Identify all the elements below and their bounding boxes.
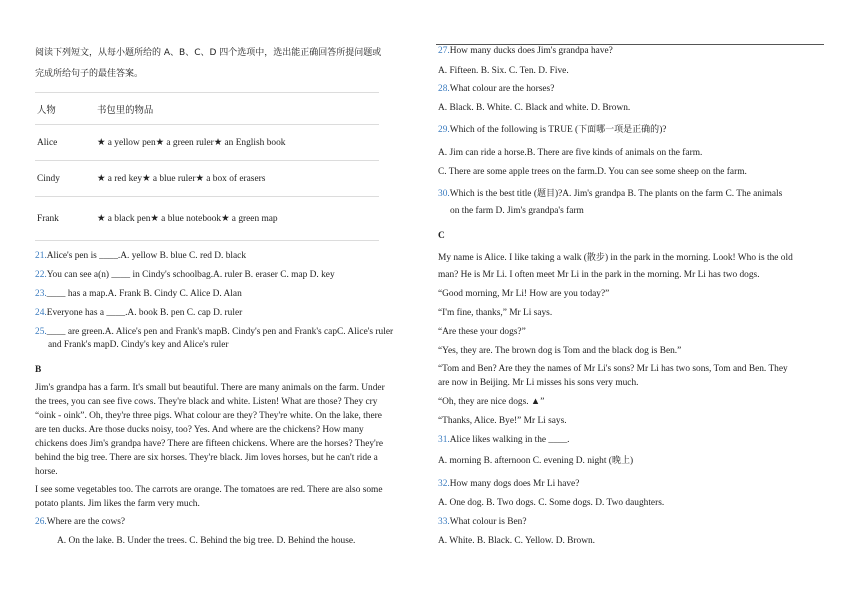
question-text: )? [659, 125, 667, 135]
question-31 [438, 434, 570, 446]
passage-b-line: chickens does Jim's grandpa have? There are fifteen chickens. Where are the horses? They're [35, 439, 384, 449]
question-number: 26. [35, 517, 47, 527]
question-text: How many ducks does Jim's grandpa have? [449, 46, 613, 56]
passage-c-line: man? He is Mr Li. I often meet Mr Li in the park in the morning. Mr Li has two dogs. [438, 270, 760, 280]
table-header-items: 书包里的物品 [95, 93, 379, 125]
instructions-line-1: 阅读下列短文，从每小题所给的 A、B、C、D 四个选项中，选出能正确回答所提问题或 [35, 48, 382, 58]
passage-c-text: ) in the park in the morning. Look! Who is the old [604, 253, 793, 263]
table-cell-name: Alice [35, 125, 95, 161]
question-text: How many dogs does Mr Li have? [449, 479, 580, 489]
question-number: 33. [438, 517, 450, 527]
passage-c-line: “I'm fine, thanks,” Mr Li says. [438, 308, 553, 318]
passage-b-line: behind the big tree. There are six horses. They're black. Jim loves horses, but he can't ride a [35, 453, 378, 463]
schoolbag-table [35, 92, 379, 241]
question-32 [438, 478, 579, 490]
question-number: 22. [35, 270, 47, 280]
question-text-chinese: 下面哪一项是正确的 [578, 125, 660, 135]
question-text: Which of the following is TRUE ( [449, 125, 579, 135]
passage-b-line: horse. [35, 467, 58, 477]
question-number: 27. [438, 46, 450, 56]
question-28-options: A. Black. B. White. C. Black and white. D. Brown. [438, 103, 631, 113]
passage-c-line: “Are these your dogs?” [438, 327, 526, 337]
question-27-options: A. Fifteen. B. Six. C. Ten. D. Five. [438, 66, 569, 76]
question-text: Which is the best title ( [449, 189, 537, 199]
table-cell-items: ★ a black pen★ a blue notebook★ a green map [95, 197, 379, 241]
options-chinese: 晚上 [611, 456, 630, 466]
question-number: 29. [438, 125, 450, 135]
question-26-options: A. On the lake. B. Under the trees. C. Behind the big tree. D. Behind the house. [57, 536, 356, 546]
question-number: 23. [35, 289, 47, 299]
question-33-options: A. White. B. Black. C. Yellow. D. Brown. [438, 536, 596, 546]
passage-c-line [438, 252, 793, 264]
table-row [35, 197, 379, 241]
passage-c-line: are now in Beijing. Mr Li misses his sons very much. [438, 378, 639, 388]
instructions-line-2: 完成所给句子的最佳答案。 [35, 69, 144, 79]
question-30 [438, 188, 782, 200]
question-29-options-2: C. There are some apple trees on the farm.D. You can see some sheep on the farm. [438, 167, 747, 177]
passage-b-line: Jim's grandpa has a farm. It's small but beautiful. There are many animals on the farm. Under [35, 383, 385, 393]
question-number: 25. [35, 327, 47, 337]
question-text: What colour are the horses? [449, 84, 555, 94]
question-text: ____ has a map.A. Frank B. Cindy C. Alice D. Alan [46, 289, 242, 299]
table-header-person: 人物 [35, 93, 95, 125]
passage-c-line: “Tom and Ben? Are they the names of Mr Li's sons? Mr Li has two sons, Tom and Ben. They [438, 364, 788, 374]
passage-b-line: the trees, you can see five cows. They're black and white. Listen! What are those? They cry [35, 397, 378, 407]
question-31-options [438, 455, 633, 467]
question-30-continued: on the farm D. Jim's grandpa's farm [450, 206, 584, 216]
passage-c-line: “Thanks, Alice. Bye!” Mr Li says. [438, 416, 567, 426]
question-number: 24. [35, 308, 47, 318]
question-text: Alice likes walking in the ____. [449, 435, 570, 445]
question-number: 21. [35, 251, 47, 261]
passage-c-chinese: 散步 [586, 253, 605, 263]
question-33 [438, 516, 527, 528]
question-24 [35, 307, 242, 319]
section-b-heading: B [35, 365, 42, 375]
passage-b-line: I see some vegetables too. The carrots are orange. The tomatoes are red. There are also some [35, 485, 383, 495]
passage-b-line: potato plants. Jim likes the farm very much. [35, 499, 200, 509]
table-cell-name: Cindy [35, 161, 95, 197]
question-28 [438, 83, 554, 95]
question-text: Everyone has a ____.A. book B. pen C. cap D. ruler [46, 308, 243, 318]
table-cell-items: ★ a red key★ a blue ruler★ a box of erasers [95, 161, 379, 197]
question-number: 32. [438, 479, 450, 489]
table-row [35, 161, 379, 197]
table-cell-name: Frank [35, 197, 95, 241]
options-text: ) [629, 456, 634, 466]
question-21 [35, 250, 246, 262]
passage-b-line: are ten ducks. Are those ducks noisy, too? Yes. And where are the chickens? How many [35, 425, 364, 435]
question-23 [35, 288, 242, 300]
question-27 [438, 45, 613, 57]
question-text: Alice's pen is ____.A. yellow B. blue C. red D. black [46, 251, 247, 261]
passage-c-text: My name is Alice. I like taking a walk ( [438, 253, 587, 263]
question-text: )?A. Jim's grandpa B. The plants on the farm C. The animals [554, 189, 783, 199]
question-25 [35, 326, 393, 338]
question-text: You can see a(n) ____ in Cindy's schoolbag.A. ruler B. eraser C. map D. key [46, 270, 335, 280]
question-29 [438, 124, 666, 136]
question-number: 31. [438, 435, 450, 445]
question-number: 28. [438, 84, 450, 94]
question-number: 30. [438, 189, 450, 199]
passage-c-line: “Yes, they are. The brown dog is Tom and the black dog is Ben.” [438, 346, 682, 356]
question-25-continued: and Frank's mapD. Cindy's key and Alice's ruler [48, 340, 229, 350]
table-header-row [35, 93, 379, 125]
passage-b-line: “oink - oink”. Oh, they're three pigs. What colour are they? They're white. On the lake, there [35, 411, 382, 421]
table-row [35, 125, 379, 161]
question-22 [35, 269, 335, 281]
options-text: A. morning B. afternoon C. evening D. night ( [438, 456, 612, 466]
question-26 [35, 516, 125, 528]
table-cell-items: ★ a yellow pen★ a green ruler★ an English book [95, 125, 379, 161]
section-c-heading: C [438, 231, 445, 241]
passage-c-line: “Oh, they are nice dogs. ▲” [438, 397, 545, 407]
passage-c-line: “Good morning, Mr Li! How are you today?” [438, 289, 610, 299]
question-29-options-1: A. Jim can ride a horse.B. There are five kinds of animals on the farm. [438, 148, 703, 158]
question-text: Where are the cows? [46, 517, 126, 527]
question-text: What colour is Ben? [449, 517, 527, 527]
question-32-options: A. One dog. B. Two dogs. C. Some dogs. D. Two daughters. [438, 498, 665, 508]
question-text-chinese: 题目 [536, 189, 555, 199]
question-text: ____ are green.A. Alice's pen and Frank's mapB. Cindy's pen and Frank's capC. Alice's ruler [46, 327, 394, 337]
